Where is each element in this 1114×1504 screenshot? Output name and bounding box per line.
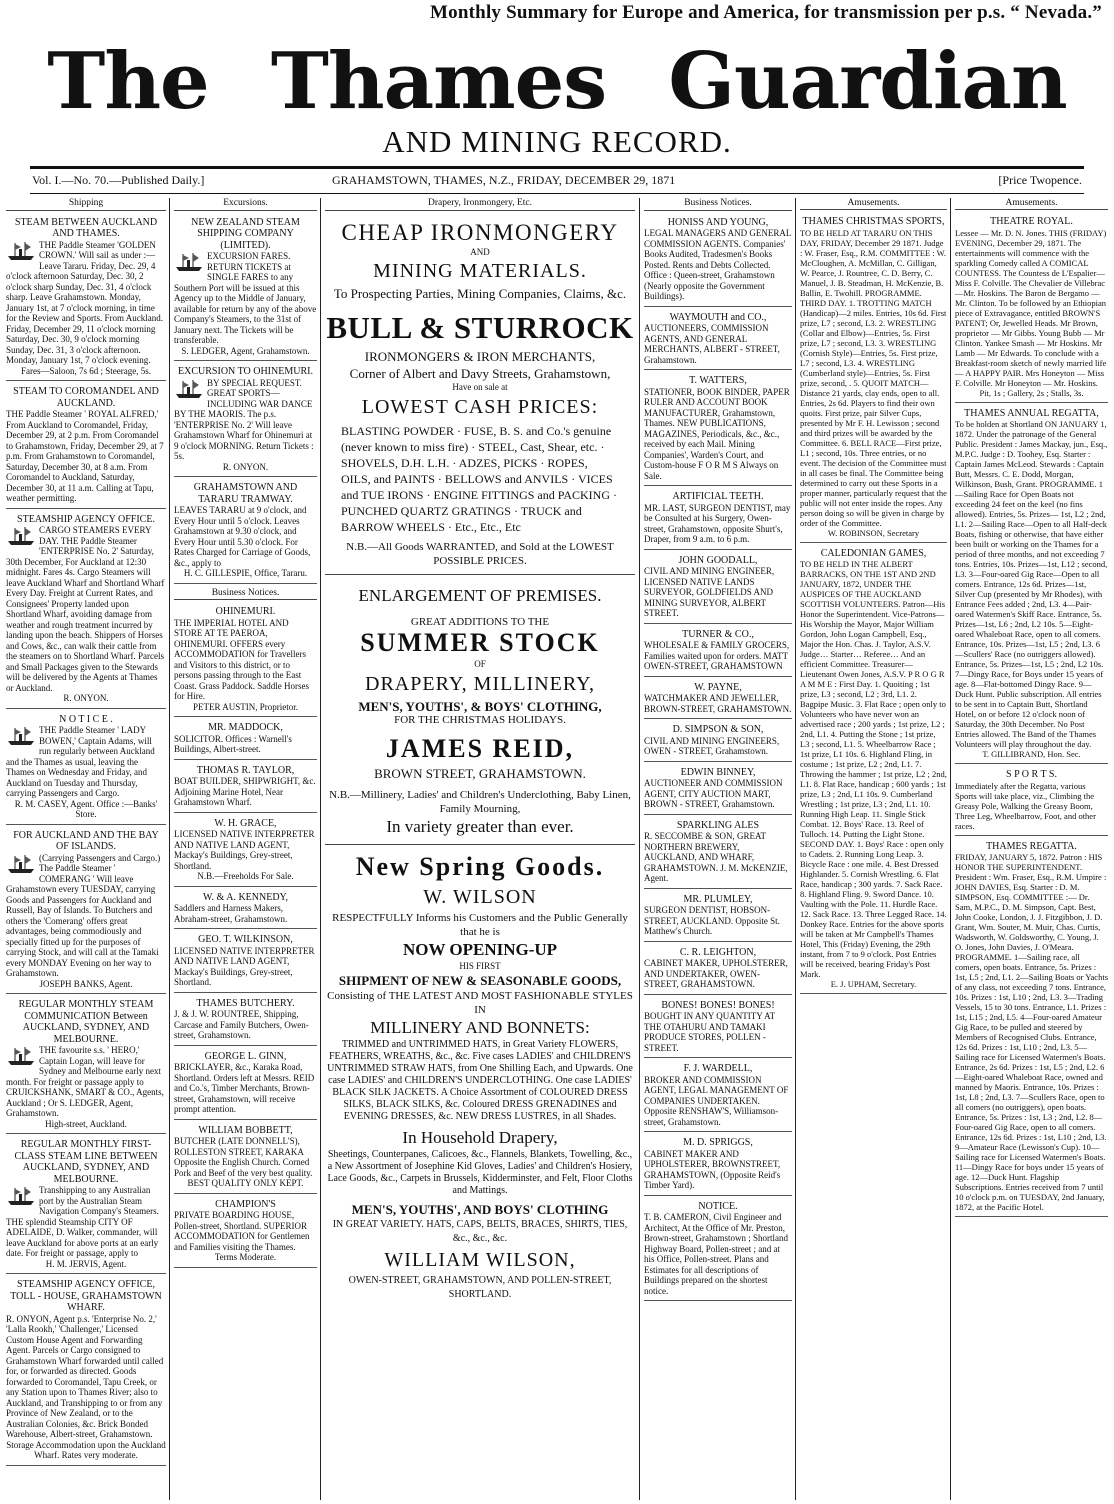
- ad-signature: T. GILLIBRAND, Hon. Sec.: [982, 749, 1081, 759]
- column-divider: [320, 198, 321, 1500]
- ad-text: FOR THE CHRISTMAS HOLIDAYS.: [394, 714, 566, 725]
- ad-signature: High-street, Auckland.: [45, 1118, 127, 1129]
- advertisement: [174, 214, 317, 362]
- ad-body: EXCURSION FARES. RETURN TICKETS at SINGLE FARES to any Southern Port will be issued at this Agency up to the Middle of January, available for return by any of the above Company's Steamers, to the 31st of January next. The Tickets will be transferable.: [174, 251, 317, 345]
- ad-title: ARTIFICIAL TEETH.: [672, 491, 764, 502]
- advertisement: [644, 764, 792, 815]
- ad-body: R. ONYON, Agent p.s. 'Enterprise No. 2,' 'Lalla Rookh,' 'Challenger,' Licensed Custom House Agent and Forwarding Agent. Parcels or Cargo consigned to Grahamstown Wharf forwarded until called for, or forwarded as directed. Goods forwarded to Coromandel, Tapu Creek, or any Station upon to Thames River; also to Auckland, and Transhipping to or from any Province of New Zealand, or to the Australian Colonies, &c. Brick Bonded Warehouse, Albert-street, Grahamstown.: [6, 1313, 164, 1439]
- column-business: [642, 198, 794, 1500]
- ad-body: THE favourite s.s. ' HERO,' Captain Logan, will leave for Sydney and Melbourne early next month. For freight or passage apply to CRUICKSHANK, SMART & CO., Agents, Auckland ; Or S. LEDGER, Agent, Grahamstown.: [6, 1045, 164, 1118]
- advertisement: [6, 214, 166, 382]
- masthead-subtitle: AND MINING RECORD.: [382, 124, 732, 159]
- dateline-rule: [30, 193, 1084, 194]
- ad-body: BOUGHT IN ANY QUANTITY AT THE OTAHURU AND TAMAKI PRODUCE STORES, POLLEN - STREET.: [644, 1011, 775, 1053]
- advertisement: [6, 996, 166, 1134]
- ad-title: REGULAR MONTHLY FIRST-CLASS STEAM LINE BETWEEN AUCKLAND, SYDNEY, AND MELBOURNE.: [14, 1139, 158, 1185]
- ad-body: CIVIL AND MINING ENGINEER, LICENSED NATIVE LANDS SURVEYOR, GOLDFIELDS AND MINING SURVEYOR, ALBERT STREET.: [644, 566, 775, 618]
- ad-title: THAMES ANNUAL REGATTA,: [964, 407, 1099, 419]
- ad-body: AUCTIONEERS, COMMISSION AGENTS, AND GENERAL MERCHANTS, ALBERT - STREET, Grahamstown.: [644, 323, 780, 365]
- ad-title: TURNER & CO.,: [682, 628, 754, 640]
- ad-signature: R. ONYON.: [222, 461, 269, 472]
- ad-text: Have on sale at: [452, 382, 508, 392]
- steamship-icon: [174, 378, 204, 400]
- column-amusements-2: [953, 198, 1110, 1500]
- advertisement: [644, 679, 792, 720]
- ad-body: MR. LAST, SURGEON DENTIST, may be Consulted at his Surgery, Owen-street, Grahamstown, opposite Shurt's, Draper, from 9 a.m. to 6 p.m.: [644, 502, 791, 544]
- ad-title: WILLIAM BOBBETT,: [198, 1124, 293, 1136]
- ad-body: THE Paddle Steamer 'GOLDEN CROWN.' Will sail as under :— Leave Tararu. Friday, Dec. 29, 4 o'clock afternoon Saturday, Dec. 30, 2 o'clock sharp Sunday, Dec. 31, 4 o'clock sharp. Leave Grahamstown. Monday, January 1st, at 7 o'clock morning, in time for the Review and Sports. From Auckland. Friday, December 29, 11 o'clock morning Saturday, Dec. 30, 9 o'clock morning Sunday, Dec. 31, 3 o'clock afternoon. Monday, January 1st, 7 o'clock evening.: [6, 239, 163, 365]
- ad-body: J. & J. W. ROUNTREE, Shipping, Carcase and Family Butchers, Owen-street, Grahamstown.: [174, 1009, 309, 1040]
- ad-item-list: BLASTING POWDER · FUSE, B. S. and Co.'s genuine (never known to miss fire) · STEEL, Cast, Shear, etc. · SHOVELS, D.H. L.H. · ADZES, PICKS · ROPES, OILS, and PAINTS · BELLOWS and ANVILS · VICES and TUE IRONS · ENGINE FITTINGS and PACKING · PUNCHED QUARTZ GRATINGS · TRUCK and BARROW WHEELS · Etc., Etc., Etc: [341, 423, 617, 534]
- ad-body: BRICKLAYER, &c., Karaka Road, Shortland. Orders left at Messrs. REID and Co.'s, Timber Merchants, Brown-street, Grahamstown, will receive prompt attention.: [174, 1062, 315, 1114]
- advertisement: [174, 1048, 317, 1120]
- ad-title: EXCURSION TO OHINEMURI.: [178, 366, 313, 377]
- ad-title: D. SIMPSON & SON,: [672, 724, 764, 735]
- top-note: Monthly Summary for Europe and America, for transmission per p.s. “ Nevada.”: [430, 2, 1102, 23]
- ad-headline: LOWEST CASH PRICES:: [361, 395, 599, 418]
- ad-text: GREAT ADDITIONS TO THE: [410, 616, 550, 627]
- ad-body: Lessee — Mr. D. N. Jones. THIS (FRIDAY) EVENING, December 29, 1871. The entertainments will commence with the sparkling Comedy called A COMICAL COUNTESS. The Countess de L'Espalier—Miss F. Colville. The Chevalier de Villebrac—Mr. Hoskins. The Baron de Bergamo —Mr. Clinton. To be followed by an Ethiopian piece of Extravagance, entitled BROWN'S PATENT; Or, Jewelled Heads. Mr Brown, proprietor — Mr Gibbs. Young Bubb — Mr Clinton. Yankee Smash — Mr Hoskins. Mr Lamb — Mr Edwards. To conclude with a Breakfast-room sketch of newly married life— A HAPPY PAIR. Mrs Honeyton — Miss F. Colville. Mr Honeyton — Mr. Hoskins.: [955, 227, 1107, 388]
- volume-info: Vol. I.—No. 70.—Published Daily.]: [32, 173, 205, 187]
- column-heading: Excursions.: [174, 198, 317, 211]
- column-heading: Business Notices.: [174, 588, 317, 601]
- advertisement: [955, 766, 1108, 836]
- ad-text: Consisting of THE LATEST AND MOST FASHIONABLE STYLES IN: [327, 989, 633, 1016]
- column-divider: [639, 198, 640, 1500]
- ad-title: GEORGE L. GINN,: [204, 1050, 287, 1062]
- ad-headline: ENLARGEMENT OF PREMISES.: [358, 585, 602, 605]
- ad-headline: MEN'S, YOUTHS', & BOYS' CLOTHING,: [358, 698, 602, 714]
- ad-title: THAMES REGATTA.: [986, 840, 1077, 852]
- ad-title: REGULAR MONTHLY STEAM COMMUNICATION Between AUCKLAND, SYDNEY, AND MELBOURNE.: [18, 999, 154, 1045]
- ad-body: T. B. CAMERON, Civil Engineer and Architect, At the Office of Mr. Preston, Brown-street, Grahamstown ; Shortland Highway Board, Pollen-street ; and at his Office, Pollen-street. Plans and Estimates for all descriptions of Buildings prepared on the shortest notice.: [644, 1212, 788, 1296]
- ad-text: In variety greater than ever.: [386, 817, 574, 836]
- ad-title: GRAHAMSTOWN AND TARARU TRAMWAY.: [193, 482, 298, 505]
- advertisement: [644, 891, 792, 942]
- advertisement: [174, 815, 317, 887]
- advertisement: [174, 603, 317, 717]
- ad-title: THAMES BUTCHERY.: [196, 997, 295, 1009]
- ad-body: PRIVATE BOARDING HOUSE, Pollen-street, Shortland. SUPERIOR ACCOMMODATION for Gentlemen and Families visiting the Thames.: [174, 1210, 310, 1252]
- ad-headline: MEN'S, YOUTHS', AND BOYS' CLOTHING: [351, 1201, 609, 1217]
- ad-body: THE Paddle Steamer ' ROYAL ALFRED,' From Auckland to Coromandel, Friday, December 29, at 2 p.m. From Coromandel to Grahamstown, Friday, December 29, at 7 p.m. From Grahamstown to Coromandel, Saturday, December 30, at 8 a.m. From Coromandel to Auckland, Saturday, December 30, at 11 a.m. Calling at Tapu, weather permitting.: [6, 409, 164, 503]
- steamship-icon: [6, 725, 36, 747]
- ad-body: BOAT BUILDER, SHIPWRIGHT, &c. Adjoining Marine Hotel, Near Grahamstown Wharf.: [174, 776, 316, 807]
- advertisement: [644, 626, 792, 677]
- ad-body: THE Paddle Steamer ' LADY BOWEN,' Captain Adams, will run regularly between Auckland and the Thames as usual, leaving the Thames on Wednesday and Friday, and Auckland on Tuesday and Thursday, carrying Passengers and Cargo.: [6, 725, 155, 798]
- advertisement: [644, 1134, 792, 1196]
- ad-title: HONISS AND YOUNG,: [667, 216, 769, 228]
- ad-body: R. SECCOMBE & SON, GREAT NORTHERN BREWERY, AUCKLAND, AND WHARF, GRAHAMSTOWN. J. M. McKENZIE, Agent.: [644, 831, 788, 883]
- ad-title: GEO. T. WILKINSON,: [198, 934, 293, 945]
- ad-headline: BULL & STURROCK: [326, 310, 634, 345]
- ad-title: C. R. LEIGHTON,: [679, 946, 757, 958]
- advertisement: [6, 711, 166, 825]
- advertisement: [644, 721, 792, 762]
- ad-title: CALEDONIAN GAMES,: [820, 547, 927, 559]
- ad-divider: [325, 844, 635, 845]
- ad-body: WHOLESALE & FAMILY GROCERS, Families waited upon for orders. MATT OWEN-STREET, GRAHAMSTOWN: [644, 640, 790, 671]
- ad-title: T. WATTERS,: [689, 375, 747, 386]
- advertisement: [174, 363, 317, 477]
- ad-text: TRIMMED and UNTRIMMED HATS, in Great Variety FLOWERS, FEATHERS, WREATHS, &c., &c. Five cases LADIES' and CHILDREN'S UNTRIMMED STRAW HATS, from One Shilling Each, and Upwards. One case LADIES' and CHILDREN'S UNDERCLOTHING. One case LADIES' BLACK SILK JACKETS. A Choice Assortment of COLOURED DRESS SILKS, BLACK SILKS, &c. Coloured DRESS GRENADINES and EVENING DRESSES, &c. NEW DRESS LUSTRES, in all Shades.: [327, 1038, 633, 1122]
- ad-body: (Carrying Passengers and Cargo.) The Paddle Steamer ' COMERANG ' Will leave Grahamstown every TUESDAY, carrying Goods and Passengers for Auckland and Russell, Bay of Islands. To Butchers and others the 'Comerang' offers great advantages, being commodiously and specially fitted up for the purposes of carrying Stock, and will call at the Tamaki every MONDAY Evening on her way to Grahamstown.: [6, 852, 161, 978]
- ad-body: LICENSED NATIVE INTERPRETER AND NATIVE LAND AGENT, Mackay's Buildings, Grey-street, Shortland.: [174, 945, 315, 987]
- column-divider: [169, 198, 170, 1500]
- column-heading: Business Notices.: [644, 198, 792, 211]
- ad-signature: Pit, 1s ; Gallery, 2s ; Stalls, 3s.: [979, 387, 1084, 398]
- ad-body: Transhipping to any Australian port by the Australian Steam Navigation Company's Steamers. THE splendid Steamship CITY OF ADELAIDE, D. Walker, commander, will leave Auckland for above ports at an early date. For freight or passage, apply to: [6, 1185, 159, 1258]
- advertisement: [6, 383, 166, 509]
- advertisement: [174, 1122, 317, 1194]
- advertisement: [174, 995, 317, 1046]
- ad-body: Saddlers and Harness Makers, Abraham-street, Grahamstown.: [174, 903, 288, 924]
- advertisement: [644, 552, 792, 624]
- ad-signature: JOSEPH BANKS, Agent.: [39, 978, 133, 989]
- ad-body: FRIDAY, JANUARY 5, 1872. Patron : HIS HONOR THE SUPERINTENDENT. President : Wm. Fraser, Esq., R.M. Umpire : JOHN DAVIES, Esq. Starter : D. M. SIMPSON, Esq. COMMITTEE :— Dr. Sam, M.P.C., D. M. Simpson, Capt. Best, John Cooke, London, J. J. Fitzgibbon, J. D. Grant, Wm. Souter, M. Muir, Chas. Curtis, Wadsworth, W. Goldsworthy, C. Young, J. O. Jones, John Davies, J. O'Meara. PROGRAMME. 1—Sailing race, all comers, open boats. Entrance, 5s. Prizes : 1st, L5 ; 2nd, L1. 2—Sailing Boats or Yachts of any class, not exceeding 7 tons. Entrance, 10s. Prizes : 1st, L10 ; 2nd, L3. 3—Trading Vessels, 15 to 30 tons. Entrance, L1. Prizes : 1st, L15 ; 2nd, L5. 4—Four-oared Amateur Gig Race, to be pulled and steered by Members of Recognised Clubs. Entrance, 12s 6d. Prizes : 1st, L10 ; 2nd, L3. 5—Sailing race for Licensed Watermen's Boats. Entrance, 2s 6d. Prizes : 1st, L5 ; 2nd, L2. 6—Eight-oared Whaleboat Race, owned and manned by Maoris. Entrance, 10s. Prizes : 1st, L8 ; 2nd, L3. 7—Scullers Race, open to all comers (no outriggers), open boats. Entrance, 5s. Prizes : 1st, L3 ; 2nd, L2. 8—Four-oared Gig Race, open to all comers. Entrance, 12s 6d. Prizes : 1st, L10 ; 2nd, L3. 9—Amateur Race (Lewisson's Cup). 10—Sailing race for Licensed Watermen's Boats. 11—Dingy Race for boys under 15 years of age. 12—Duck Hunt. Flagship Subscriptions. Entries received from 7 until 10 o'clock p.m. on TUESDAY, 2nd January, 1872, at the Pacific Hotel.: [955, 852, 1109, 1212]
- ad-body: LEAVES TARARU at 9 o'clock, and Every Hour until 5 o'clock. Leaves Grahamstown at 9.30 o'clock, and Every Hour until 5.30 o'clock. For Rates Charged for Carriage of Goods, &c., apply to: [174, 505, 311, 568]
- ad-text: OWEN-STREET, GRAHAMSTOWN, AND POLLEN-STREET, SHORTLAND.: [348, 1274, 612, 1300]
- advertisement: [955, 838, 1108, 1218]
- advertisement: [174, 1196, 317, 1268]
- ad-title: STEAMSHIP AGENCY OFFICE.: [17, 513, 155, 525]
- advertisement: [644, 372, 792, 486]
- ad-title: THAMES CHRISTMAS SPORTS,: [802, 216, 945, 227]
- ad-signature: H. M. JERVIS, Agent.: [45, 1258, 127, 1269]
- ad-text: N.B.—All Goods WARRANTED, and Sold at the LOWEST POSSIBLE PRICES.: [346, 540, 614, 567]
- advertisement: [174, 719, 317, 760]
- ad-headline: SUMMER STOCK: [360, 628, 600, 657]
- advertisement: [174, 931, 317, 993]
- ad-headline: DRAPERY, MILLINERY,: [365, 672, 595, 695]
- steamship-icon: [6, 1045, 36, 1067]
- ad-body: CIVIL AND MINING ENGINEERS, OWEN - STREET, Grahamstown.: [644, 735, 780, 756]
- ad-title: MR. PLUMLEY,: [683, 893, 753, 905]
- column-divider: [950, 198, 951, 1500]
- ad-headline: NOW OPENING-UP: [402, 940, 558, 959]
- ad-headline: W. WILSON: [423, 886, 537, 908]
- column-excursions: [172, 198, 319, 1500]
- ad-text: RESPECTFULLY Informs his Customers and the Public Generally that he is: [332, 912, 628, 938]
- ad-title: JOHN GOODALL,: [678, 554, 758, 566]
- ad-title: CHAMPION'S: [215, 1198, 276, 1210]
- advertisement: [6, 1276, 166, 1466]
- ad-title: STEAM BETWEEN AUCKLAND AND THAMES.: [14, 216, 158, 239]
- ad-text: BROWN STREET, GRAHAMSTOWN.: [374, 766, 586, 781]
- ad-text: To Prospecting Parties, Mining Companies, Claims, &c.: [333, 286, 627, 301]
- ad-body: LEGAL MANAGERS AND GENERAL COMMISSION AGENTS. Companies' Books Audited, Tradesmen's Books Posted. Rents and Debts Collected. Office : Queen-street, Grahamstown (Nearly opposite the Government Buildings).: [644, 228, 792, 301]
- ad-title: W. PAYNE,: [694, 681, 742, 693]
- column-shipping: [4, 198, 168, 1500]
- ad-headline: SHIPMENT OF NEW & SEASONABLE GOODS,: [338, 972, 622, 988]
- advertisement: [644, 309, 792, 371]
- ad-headline: MINING MATERIALS.: [373, 260, 587, 282]
- advertisement: [955, 213, 1108, 403]
- steamship-icon: [6, 853, 36, 875]
- masthead-title: The Thames Guardian: [47, 36, 1067, 127]
- dateline: GRAHAMSTOWN, THAMES, N.Z., FRIDAY, DECEMBER 29, 1871: [332, 173, 676, 187]
- ad-title: FOR AUCKLAND AND THE BAY OF ISLANDS.: [13, 829, 159, 852]
- ad-title: THEATRE ROYAL.: [990, 216, 1073, 227]
- ad-title: OHINEMURI.: [215, 606, 276, 617]
- ad-title: SPARKLING ALES: [676, 819, 760, 831]
- ad-title: STEAMSHIP AGENCY OFFICE, TOLL - HOUSE, GRAHAMSTOWN WHARF.: [10, 1279, 162, 1313]
- ad-signature: W. ROBINSON, Secretary: [827, 527, 920, 538]
- ad-text: Sheetings, Counterpanes, Calicoes, &c., Flannels, Blankets, Towelling, &c., a New Assortment of Josephine Kid Gloves, Ladies' and Children's Hosiery, Lace Goods, &c., Carpets in Brussels, Kidderminster, and Felt, Floor Cloths and Mattings.: [327, 1148, 633, 1196]
- ad-title: NOTICE.: [698, 1200, 738, 1212]
- ad-signature: N.B.—Freeholds For Sale.: [197, 871, 294, 881]
- advertisement: [6, 827, 166, 995]
- ad-signature: Terms Moderate.: [214, 1252, 277, 1262]
- ad-body: Immediately after the Regatta, various Sports will take place, viz., Climbing the Greasy Pole, Walking the Greasy Boom, Three Leg, Wheelbarrow, Foot, and other races.: [955, 780, 1096, 831]
- ad-body: SURGEON DENTIST, HOBSON-STREET, AUCKLAND. Opposite St. Matthew's Church.: [644, 905, 780, 936]
- ad-text: N.B.—Millinery, Ladies' and Children's Underclothing, Baby Linen, Family Mourning,: [329, 789, 631, 815]
- ad-body: CABINET MAKER AND UPHOLSTERER, BROWNSTREET, GRAHAMSTOWN, (Opposite Reid's Timber Yard).: [644, 1148, 781, 1190]
- ad-body: STATIONER, BOOK BINDER, PAPER RULER AND ACCOUNT BOOK MANUFACTURER, Grahamstown, Thames. NEW PUBLICATIONS, MAGAZINES, Periodicals, &c., &c., received by each Mail. Mining Companies', Warden's Court, and Custom-house F O R M S Always on Sale.: [644, 386, 790, 481]
- ad-body: BY SPECIAL REQUEST. GREAT SPORTS—INCLUDING WAR DANCE BY THE MAORIS. The p.s. 'ENTERPRISE No. 2' Will leave Grahamstown Wharf for Ohinemuri at 9 o'clock MORNING. Return Tickets : 5s.: [174, 377, 314, 461]
- price: [Price Twopence.: [998, 173, 1082, 187]
- ad-signature: BEST QUALITY ONLY KEPT.: [187, 1178, 304, 1188]
- ad-signature: R. ONYON.: [63, 693, 109, 703]
- advertisement: [6, 511, 166, 709]
- column-heading: Amusements.: [955, 198, 1108, 210]
- column-drapery: [323, 198, 637, 1500]
- ad-title: BONES! BONES! BONES!: [661, 999, 775, 1011]
- column-heading: Shipping: [6, 198, 166, 211]
- ad-text: AND: [470, 246, 490, 257]
- ad-title: W. H. GRACE,: [214, 817, 277, 829]
- advertisement: [955, 405, 1108, 765]
- ad-title: THOMAS R. TAYLOR,: [196, 764, 295, 776]
- ad-text: Corner of Albert and Davy Streets, Grahamstown,: [349, 366, 611, 381]
- ad-body: TO BE HELD AT TARARU ON THIS DAY, FRIDAY, December 29 1871. Judge : W. Fraser, Esq., R.M. COMMITTEE : W. McCloughen, A. McMillan, C. Gilligan, W. Pearce, J. Rountree, C. D. Berry, C. Manuel, J. B. Steadman, H. McKenzie, B. Ballin, E. Twohill. PROGRAMME. THIRD DAY. 1. TROTTING MATCH (Handicap)—2 miles. Entries, 10s 6d. First prize, L7 ; second, L3. 2. WRESTLING (Collar and Elbow)—Entries, 5s. First prize, L7 ; second, L3. 3. WRESTLING (Cornish Style)—Entries, 5s. First prize, L7 ; second, L3. 4. WRESTLING (Cumberland style)—Entries, 5s. First prize, second, . 5. QUOIT MATCH—Distance 21 yards, clay ends, open to all. Entries, 2s 6d. Players to find their own quoits. First prize, pair Silver Cups, presented by Mr F. H. Lewisson ; second and third prizes will be awarded by the Committee. 6. BELL RACE—First prize, L1 ; second, 10s. Three entries, or no event. The decision of the Committee must in all cases be final. The Committee being determined to carry out these Sports in a proper manner, particularly request that the public will not enter inside the ropes. Any person doing so will be given in charge by order of the Committee.: [800, 227, 947, 528]
- ad-signature: PETER AUSTIN, Proprietor.: [193, 701, 298, 712]
- steamship-icon: [6, 525, 36, 547]
- steamship-icon: [6, 240, 36, 262]
- ad-title: F. J. WARDELL,: [683, 1063, 753, 1074]
- ad-body: LICENSED NATIVE INTERPRETER AND NATIVE LAND AGENT, Mackay's Buildings, Grey-street, Shortland.: [174, 829, 315, 871]
- advertisement: [644, 944, 792, 995]
- ad-signature: Fares—Saloon, 7s 6d ; Steerage, 5s.: [21, 365, 151, 376]
- ad-body: BROKER AND COMMISSION AGENT, LEGAL MANAGEMENT OF COMPANIES UNDERTAKEN. Opposite RENSHAW'S, Williamson-street, Grahamstown.: [644, 1074, 789, 1127]
- ad-headline: In Household Drapery,: [402, 1127, 558, 1147]
- column-heading: Drapery, Ironmongery, Etc.: [325, 198, 635, 211]
- ad-text: HIS FIRST: [459, 961, 501, 971]
- ad-text: OF: [474, 659, 486, 669]
- ad-headline: WILLIAM WILSON,: [384, 1248, 576, 1271]
- ad-title: W. & A. KENNEDY,: [202, 891, 288, 903]
- ad-title: MR. MADDOCK,: [208, 722, 283, 733]
- advertisement: [174, 762, 317, 813]
- advertisement: [800, 545, 947, 995]
- ad-title: M. D. SPRIGGS,: [683, 1137, 753, 1148]
- advertisement: [644, 997, 792, 1059]
- ad-title: NEW ZEALAND STEAM SHIPPING COMPANY (LIMITED).: [191, 216, 300, 251]
- advertisement: [644, 1198, 792, 1302]
- ad-signature: Storage Accommodation upon the Auckland Wharf. Rates very moderate.: [6, 1439, 166, 1460]
- ad-body: CABINET MAKER, UPHOLSTERER, AND UNDERTAKER, OWEN-STREET, GRAHAMSTOWN.: [644, 958, 788, 989]
- column-amusements: [798, 198, 949, 1500]
- ad-body: AUCTIONEER AND COMMISSION AGENT, CITY AUCTION MART, BROWN - STREET, Grahamstown.: [644, 778, 783, 809]
- ad-body: TO BE HELD IN THE ALBERT BARRACKS, ON THE 1ST AND 2ND JANUARY, 1872, UNDER THE AUSPICES OF THE AUCKLAND SCOTTISH VOLUNTEERS. Patron—His Honor the Superintendent. Vice-Patrons—His Worship the Mayor, Major William Gordon, John Logan Campbell, Esq., Major the Hon. Chas. J. Taylor, A.S.V. Judge… Starter… Referee… And an efficient Committee. Treasurer—Lieutenant Owen Jones, A.S.V. P R O G R A M M E : First Day. 1. Quoiting ; 1st prize, L3 ; second, L2 ; 3rd, L1. 2. Bagpipe Music. 3. Flat Race ; open only to Volunteers who have never won an advertised race ; 200 yards ; 1st prize, L2 ; 2nd, L1. 4. Putting the Stone ; 1st prize, L3 ; second, L1. 5. Wheelbarrow Race ; 1st prize, L1 10s. 6. Highland Fling, in costume ; 1st prize, L2 ; 2nd, L1. 7. Throwing the hammer ; 1st prize, L2 ; 2nd, L1. 8. Flat Race, handicap ; 600 yards ; 1st prize, L3 ; 2nd, L1 10s. 9. Cumberland Wrestling ; 1st prize, L3 ; 2nd, L1. 10. Running High Leap. 11. Single Stick Combat. 12. Boys' Race. 13. Reel of Tulloch. 14. Putting the Light Stone. SECOND DAY. 1. Boys' Race : open only to Cadets. 2. Running Long Leap. 3. Bicycle Race : one mile. 4. Best Dressed Highlander. 5. Cornish Wrestling. 6. Flat Race, handicap ; 300 yards. 7. Sack Race. 8. Highland Fling. 9. Sword Dance. 10. Vaulting with the Pole. 11. Hurdle Race. 12. Sack Race. 13. Three Legged Race. 14. Donkey Race. Entries for the above sports will be taken at Mr Campbell's Thames Hotel, This (Friday) Evening, the 29th instant, from 7 to 9 o'clock. Post Entries will be received, bearing Friday's Post Mark.: [800, 559, 947, 979]
- steamship-icon: [6, 1185, 36, 1207]
- ad-text: IRONMONGERS & IRON MERCHANTS,: [364, 349, 596, 364]
- ad-headline: MILLINERY AND BONNETS:: [370, 1017, 590, 1037]
- ad-signature: R. M. CASEY, Agent. Office :—Banks' Store.: [14, 798, 158, 819]
- ad-divider: [325, 574, 635, 575]
- advertisement: [644, 214, 792, 307]
- ad-title: STEAM TO COROMANDEL AND AUCKLAND.: [13, 386, 159, 409]
- advertisement: [174, 889, 317, 930]
- advertisement: [644, 817, 792, 889]
- ad-title: EDWIN BINNEY,: [680, 766, 756, 778]
- column-heading: Amusements.: [800, 198, 947, 210]
- advertisement: [644, 1060, 792, 1132]
- ad-body: To be holden at Shortland ON JANUARY 1, 1872. Under the patronage of the General Public. President : James Mackay, jun., Esq., M.P.C. Judge : D. Toohey, Esq. Starter : Captain James McLeod. Stewards : Captain Butt, Messrs. C. E. Dodd, Morgan, Wilkinson, Bush, Grant. PROGRAMME. 1—Sailing Race for Open Boats not exceeding 24 feet on the keel (no fins allowed). Entries, 5s. Prizes— 1st, L2 ; 2nd, L1. 2—Sailing Race—Open to all Half-deck Boats, fishing or otherwise, that have either been built or working on the Thames for a period of three months, and not exceeding 7 tons. Entries, 10s. Prizes—1st, L12 ; second, L3. 3—Four-oared Gig Race—Open to all comers. Entrance, 12s 6d. Prizes—1st, Silver Cup (presented by Mr Rhodes), with Entrance Fees added ; 2nd, L3. 4—Pair-oared Watermen's Skiff Race. Entrance, 5s. Prizes—1st, L6 ; 2nd, L2 10s. 5—Eight-oared Whaleboat Race, open to all comers. Entrance, 10s. Prizes—1st, L5 ; 2nd, L3. 6—Scullers' Race (no outriggers allowed). Entrance, 5s. Prizes—1st, L5 ; 2nd, L2 10s. 7—Dingy Race, for Boys under 15 years of age. 8—Flat-bottomed Dingy Race. 9—Duck Hunt. Public subscription. All entries to be sent in to Captain Butt, Shortland Hotel, on or before 12 o'clock noon of Saturday, the 30th December. No Post Entries allowed. The Band of the Thames Volunteers will play throughout the day.: [955, 419, 1108, 749]
- ad-headline: New Spring Goods.: [355, 852, 605, 881]
- ad-body: BUTCHER (LATE DONNELL'S), ROLLESTON STREET, KARAKA Opposite the English Church. Corned Pork and Beef of the very best quality.: [174, 1136, 313, 1178]
- ad-body: SOLICITOR. Offices : Warnell's Buildings, Albert-street.: [174, 733, 292, 754]
- ad-signature: H. C. GILLESPIE, Office, Tararu.: [183, 568, 308, 578]
- ad-headline: JAMES REID,: [385, 734, 575, 763]
- ad-title: N O T I C E .: [59, 713, 113, 725]
- advertisement: [800, 213, 947, 543]
- advertisement: [174, 479, 317, 584]
- ad-signature: S. LEDGER, Agent, Grahamstown.: [181, 345, 310, 356]
- ad-text: IN GREAT VARIETY. HATS, CAPS, BELTS, BRACES, SHIRTS, TIES, &c., &c., &c.: [332, 1218, 628, 1244]
- ad-body: WATCHMAKER AND JEWELLER, BROWN-STREET, GRAHAMSTOWN.: [644, 693, 792, 714]
- dateline-bar: [32, 173, 1082, 191]
- ad-body: CARGO STEAMERS EVERY DAY. THE Paddle Steamer 'ENTERPRISE No. 2' Saturday, 30th December, For Auckland at 12:30 midnight. Fares 4s. Cargo Steamers will leave Auckland Wharf and Shortland Wharf Every Day. Freight at Current Rates, and Consignees' Property landed upon Shortland Wharf, avoiding damage from weather and rough treatment incurred by landing upon the beach. Shippers of Horses and Cows, &c., can walk their cattle from the steamers on to Shortland Wharf. Parcels and Small Packages given to the Stewards will be delivered by the Agents at Thames or Auckland.: [6, 525, 165, 693]
- ad-headline: CHEAP IRONMONGERY: [341, 219, 619, 245]
- ad-title: S P O R T S.: [1006, 769, 1057, 780]
- masthead-rule: [30, 166, 1084, 169]
- ad-body: THE IMPERIAL HOTEL AND STORE AT TE PAEROA, OHINEMURI. OFFERS every ACCOMMODATION for Travellers and Visitors to this district, or to persons passing through to the East Coast. Grass Paddock. Saddle Horses for Hire.: [174, 617, 309, 701]
- ad-title: WAYMOUTH and CO.,: [669, 311, 767, 323]
- advertisement: [6, 1136, 166, 1274]
- advertisement: [644, 488, 792, 550]
- ad-signature: E. J. UPHAM, Secretary.: [830, 979, 917, 989]
- steamship-icon: [174, 251, 204, 273]
- column-divider: [795, 198, 796, 1500]
